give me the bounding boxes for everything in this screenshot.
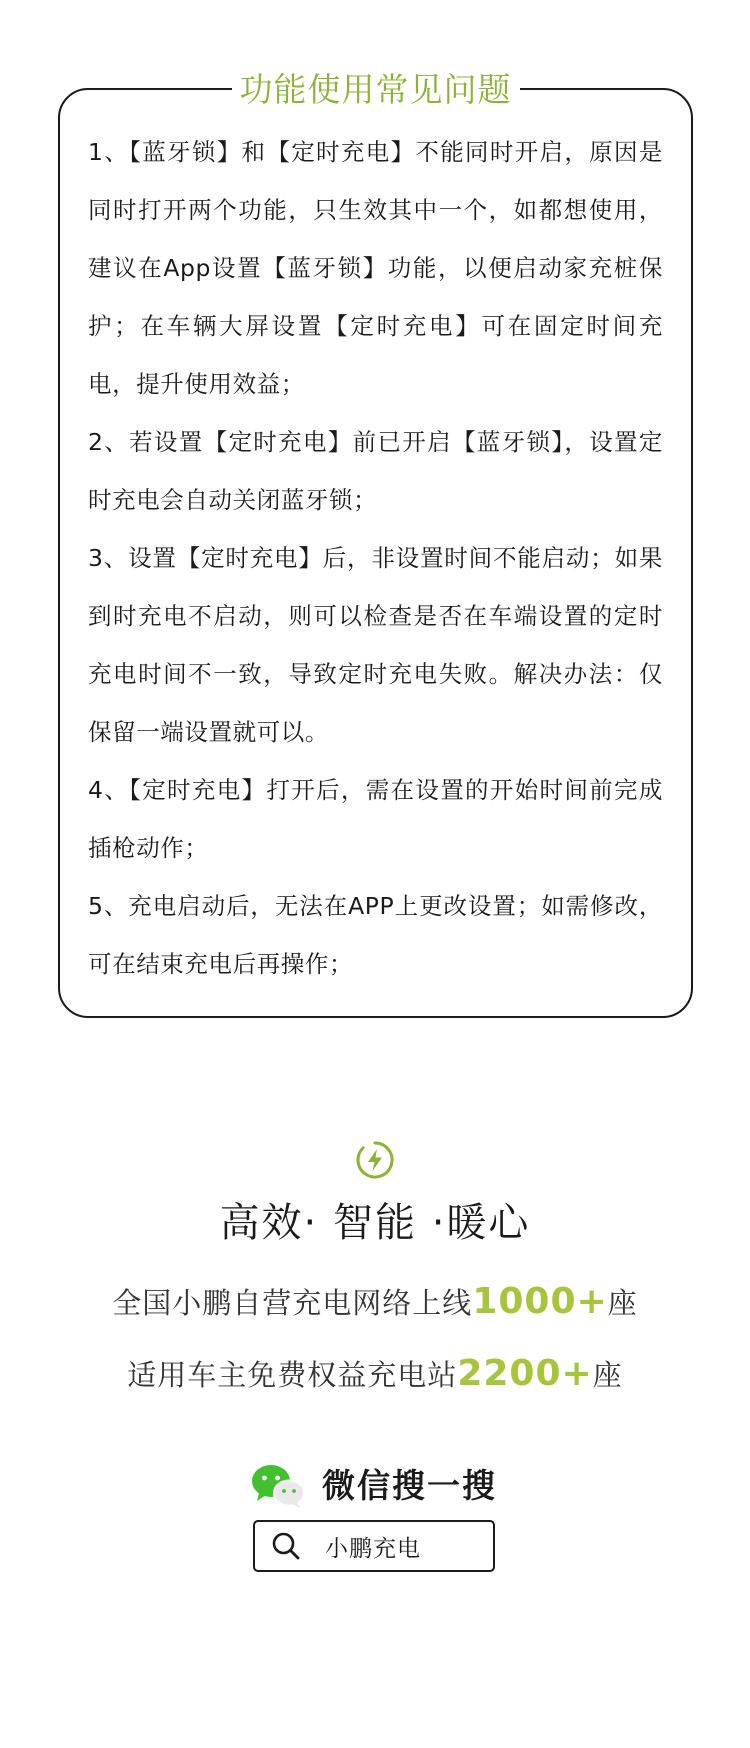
faq-card — [58, 70, 693, 1018]
stat-line-free-stations — [0, 1352, 750, 1397]
faq-item-1: 1、【蓝牙锁】和【定时充电】不能同时开启，原因是同时打开两个功能，只生效其中一个，如都想使用，建议在App设置【蓝牙锁】功能，以便启动家充桩保护；在车辆大屏设置【定时充电】可在固定时间充电，提升使用效益； — [88, 138, 663, 398]
faq-item-4: 4、【定时充电】打开后，需在设置的开始时间前完成插枪动作； — [88, 776, 663, 862]
charging-bolt-icon — [355, 1140, 395, 1180]
search-icon — [271, 1531, 301, 1561]
faq-item-2: 2、若设置【定时充电】前已开启【蓝牙锁】，设置定时充电会自动关闭蓝牙锁； — [88, 428, 663, 514]
slogan: 高效· 智能 ·暖心 — [219, 1200, 531, 1246]
faq-list — [88, 123, 663, 993]
stat-free-suffix: 座 — [592, 1358, 623, 1392]
faq-item-3: 3、设置【定时充电】后，非设置时间不能启动；如果到时充电不启动，则可以检查是否在车端设置的定时充电时间不一致，导致定时充电失败。解决办法：仅保留一端设置就可以。 — [88, 544, 663, 746]
stat-network-number: 1000+ — [472, 1281, 608, 1322]
wechat-search-header — [250, 1462, 497, 1510]
wechat-search-label: 微信搜一搜 — [322, 1466, 497, 1505]
stat-network-suffix: 座 — [607, 1286, 638, 1320]
stat-line-network — [0, 1280, 750, 1325]
stat-network-prefix: 全国小鹏自营充电网络上线 — [112, 1286, 473, 1320]
search-query-text: 小鹏充电 — [325, 1535, 421, 1562]
faq-item-5: 5、充电启动后，无法在APP上更改设置；如需修改，可在结束充电后再操作； — [88, 892, 663, 978]
stat-free-prefix: 适用车主免费权益充电站 — [127, 1358, 458, 1392]
faq-title: 功能使用常见问题 — [232, 68, 520, 112]
wechat-logo-icon — [250, 1463, 306, 1509]
wechat-search-box[interactable] — [253, 1520, 495, 1572]
stat-free-number: 2200+ — [457, 1353, 593, 1394]
